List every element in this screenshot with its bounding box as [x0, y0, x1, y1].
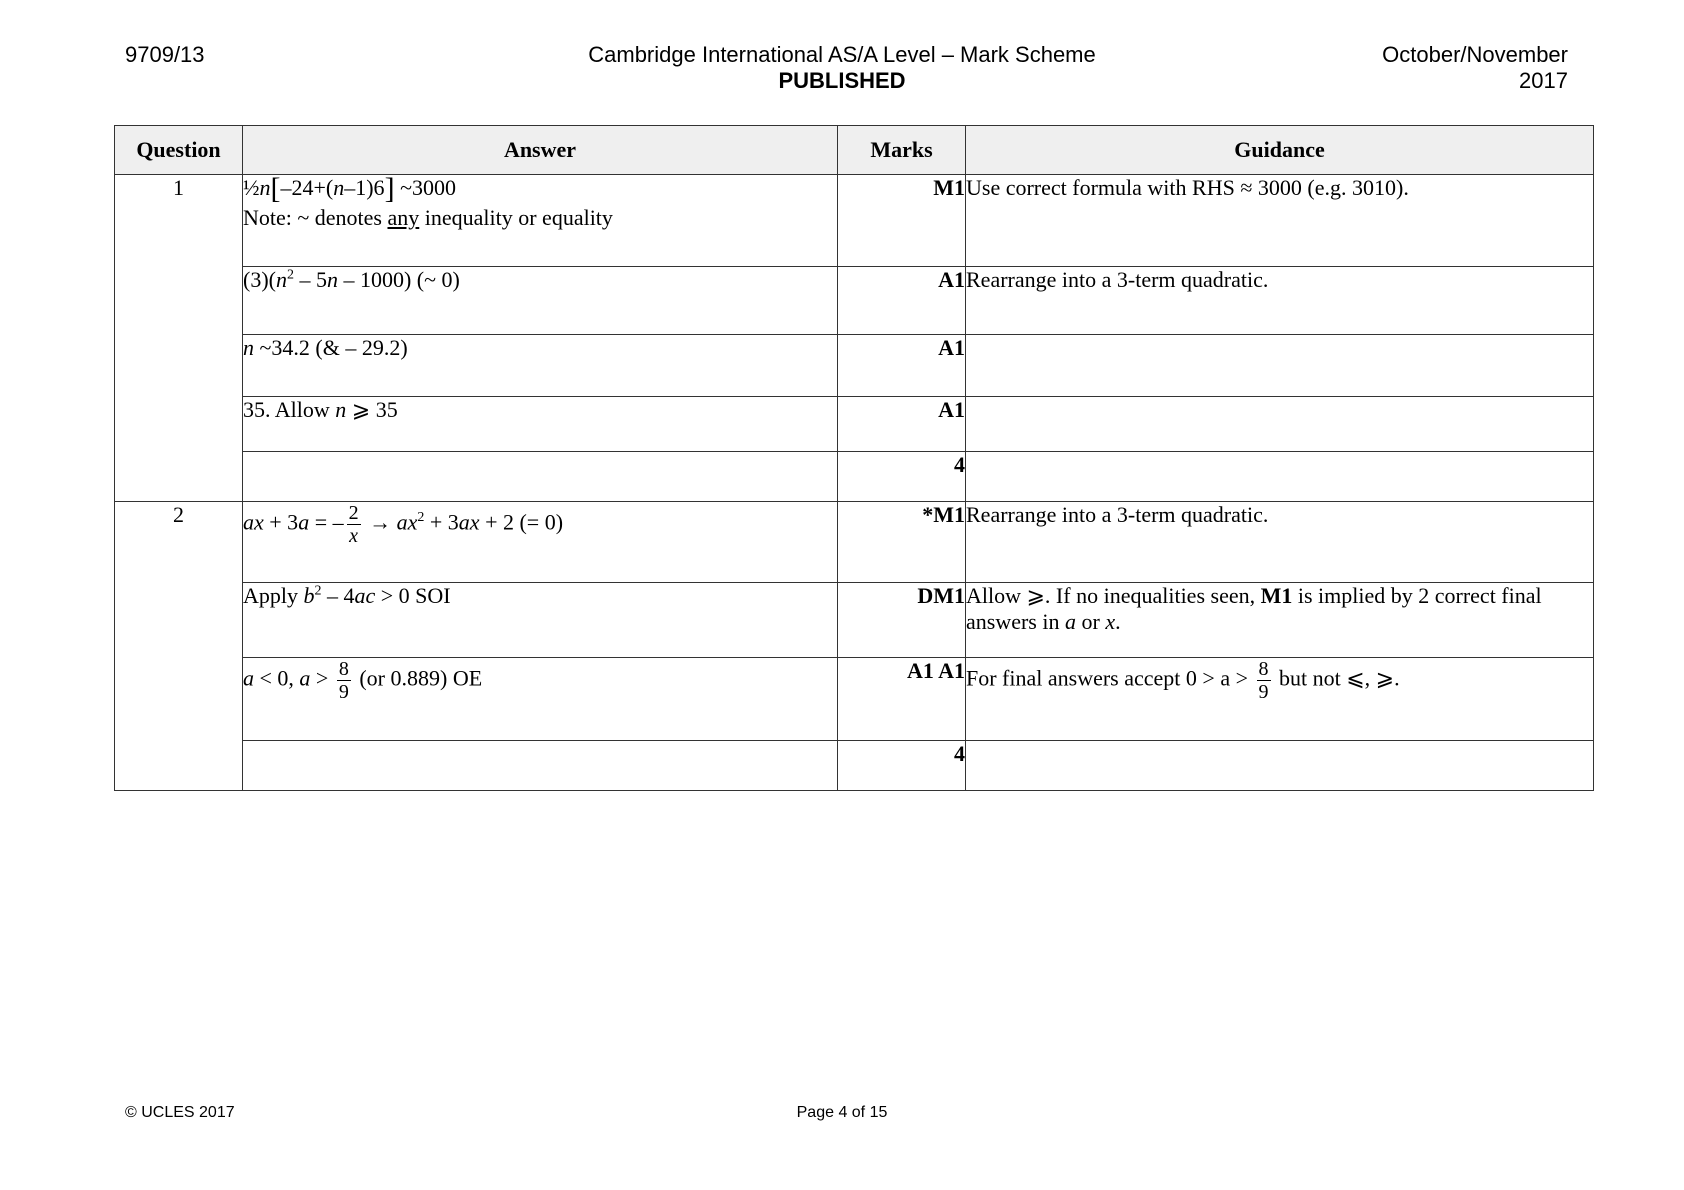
- note-text: Note: ~ denotes: [243, 205, 388, 230]
- answer-text: + 2 (= 0): [479, 509, 564, 535]
- guidance-text: or: [1075, 609, 1106, 634]
- fraction-denominator: x: [349, 525, 359, 547]
- fraction-denominator: 9: [1258, 681, 1269, 703]
- total-marks: 4: [838, 741, 966, 791]
- marks-cell: A1: [838, 267, 966, 335]
- answer-exponent: 2: [314, 583, 322, 599]
- guidance-text: is implied by 2 correct final answers in: [966, 583, 1542, 634]
- answer-cell: [243, 335, 838, 397]
- answer-cell: [243, 172, 838, 267]
- guidance-cell: [966, 335, 1594, 397]
- guidance-variable: x: [1105, 609, 1116, 634]
- answer-text: –24+(: [280, 175, 334, 200]
- answer-text: ⩾ 35: [346, 397, 398, 422]
- answer-text: Apply: [243, 583, 304, 608]
- note-emphasis: any: [387, 205, 420, 230]
- guidance-cell: Rearrange into a 3-term quadratic.: [966, 502, 1594, 583]
- answer-text: >: [310, 665, 334, 691]
- copyright: © UCLES 2017: [125, 1104, 235, 1121]
- question-number: 2: [115, 502, 243, 791]
- answer-fraction: [337, 658, 351, 703]
- session-block: [1382, 42, 1568, 94]
- fraction-numerator: 2: [348, 502, 359, 524]
- answer-variable: a: [298, 509, 310, 535]
- answer-cell: [243, 741, 838, 791]
- table-row: [115, 175, 1594, 267]
- guidance-text: For final answers accept 0 > a >: [966, 665, 1254, 691]
- fraction-denominator: 9: [338, 681, 349, 703]
- answer-text: –1)6: [344, 175, 385, 200]
- answer-fraction: [347, 502, 361, 547]
- table-row: [115, 583, 1594, 658]
- answer-variable: n: [243, 335, 254, 360]
- answer-text: – 5: [293, 267, 327, 292]
- answer-variable: ac: [354, 583, 376, 608]
- answer-cell: [243, 397, 838, 452]
- marks-cell: A1: [838, 335, 966, 397]
- answer-text: < 0,: [254, 665, 300, 691]
- total-row: [115, 452, 1594, 502]
- answer-text: = –: [309, 509, 344, 535]
- table-row: [115, 502, 1594, 583]
- session-name: October/November: [1382, 42, 1568, 67]
- marks-cell: M1: [838, 175, 966, 267]
- session-year: 2017: [1519, 68, 1568, 93]
- answer-variable: n: [275, 267, 287, 292]
- answer-text: + 3: [424, 509, 459, 535]
- guidance-cell: [966, 397, 1594, 452]
- answer-cell: [243, 658, 838, 741]
- guidance-text: but not ⩽, ⩾.: [1273, 665, 1400, 691]
- answer-variable: a: [243, 665, 254, 691]
- table-row: [115, 267, 1594, 335]
- column-header-marks: Marks: [838, 126, 966, 175]
- guidance-cell: Use correct formula with RHS ≈ 3000 (e.g. 3010).: [966, 175, 1594, 267]
- answer-cell: [243, 502, 838, 583]
- answer-variable: n: [335, 397, 347, 422]
- guidance-variable: a: [1064, 609, 1076, 634]
- answer-text: – 1000) (~ 0): [337, 267, 460, 292]
- answer-text: 35. Allow: [243, 397, 336, 422]
- answer-variable: a: [299, 665, 311, 691]
- answer-variable: n: [259, 175, 271, 200]
- answer-cell: [243, 452, 838, 502]
- answer-variable: ax: [396, 509, 418, 535]
- published-label: PUBLISHED: [778, 68, 906, 93]
- table-row: [115, 397, 1594, 452]
- answer-bracket: ]: [384, 172, 395, 205]
- column-header-question: Question: [115, 126, 243, 175]
- answer-text: ~34.2 (& – 29.2): [254, 335, 408, 360]
- table-row: [115, 335, 1594, 397]
- column-header-answer: Answer: [243, 126, 838, 175]
- paper-code: 9709/13: [125, 42, 205, 67]
- document-title: Cambridge International AS/A Level – Mark Scheme: [588, 42, 1096, 67]
- fraction-numerator: 8: [1258, 658, 1269, 680]
- guidance-cell: [966, 658, 1594, 741]
- answer-note: [243, 205, 837, 231]
- column-header-guidance: Guidance: [966, 126, 1594, 175]
- fraction-numerator: 8: [338, 658, 349, 680]
- answer-variable: n: [326, 267, 338, 292]
- guidance-fraction: [1257, 658, 1271, 703]
- guidance-cell: [966, 741, 1594, 791]
- page-number: Page 4 of 15: [796, 1104, 888, 1121]
- answer-variable: b: [303, 583, 315, 608]
- guidance-cell: [966, 583, 1594, 658]
- answer-text: ~3000: [394, 175, 456, 200]
- guidance-cell: Rearrange into a 3-term quadratic.: [966, 267, 1594, 335]
- answer-exponent: 2: [286, 267, 294, 283]
- marks-cell: DM1: [838, 583, 966, 658]
- total-marks: 4: [838, 452, 966, 502]
- answer-text: > 0 SOI: [375, 583, 451, 608]
- answer-cell: [243, 267, 838, 335]
- answer-exponent: 2: [417, 510, 425, 526]
- total-row: [115, 741, 1594, 791]
- answer-text: – 4: [321, 583, 355, 608]
- answer-text: (or 0.889) OE: [353, 665, 483, 691]
- table-row: [115, 658, 1594, 741]
- marks-cell: A1 A1: [838, 658, 966, 741]
- answer-variable: ax: [458, 509, 480, 535]
- guidance-mark: M1: [1260, 583, 1293, 608]
- answer-text: →: [363, 509, 397, 535]
- table-header-row: [115, 126, 1594, 175]
- note-text: inequality or equality: [419, 205, 613, 230]
- answer-variable: n: [333, 175, 345, 200]
- answer-bracket: [: [270, 172, 281, 205]
- answer-text: ½: [243, 175, 260, 200]
- guidance-cell: [966, 452, 1594, 502]
- guidance-text: .: [1115, 609, 1121, 634]
- guidance-text: Allow ⩾. If no inequalities seen,: [966, 583, 1261, 608]
- answer-variable: ax: [243, 509, 264, 535]
- marks-cell: A1: [838, 397, 966, 452]
- question-number: 1: [115, 175, 243, 502]
- answer-text: + 3: [263, 509, 299, 535]
- answer-cell: [243, 583, 838, 658]
- answer-text: (3)(: [243, 267, 276, 292]
- mark-scheme-table: [114, 125, 1594, 791]
- marks-cell: *M1: [838, 502, 966, 583]
